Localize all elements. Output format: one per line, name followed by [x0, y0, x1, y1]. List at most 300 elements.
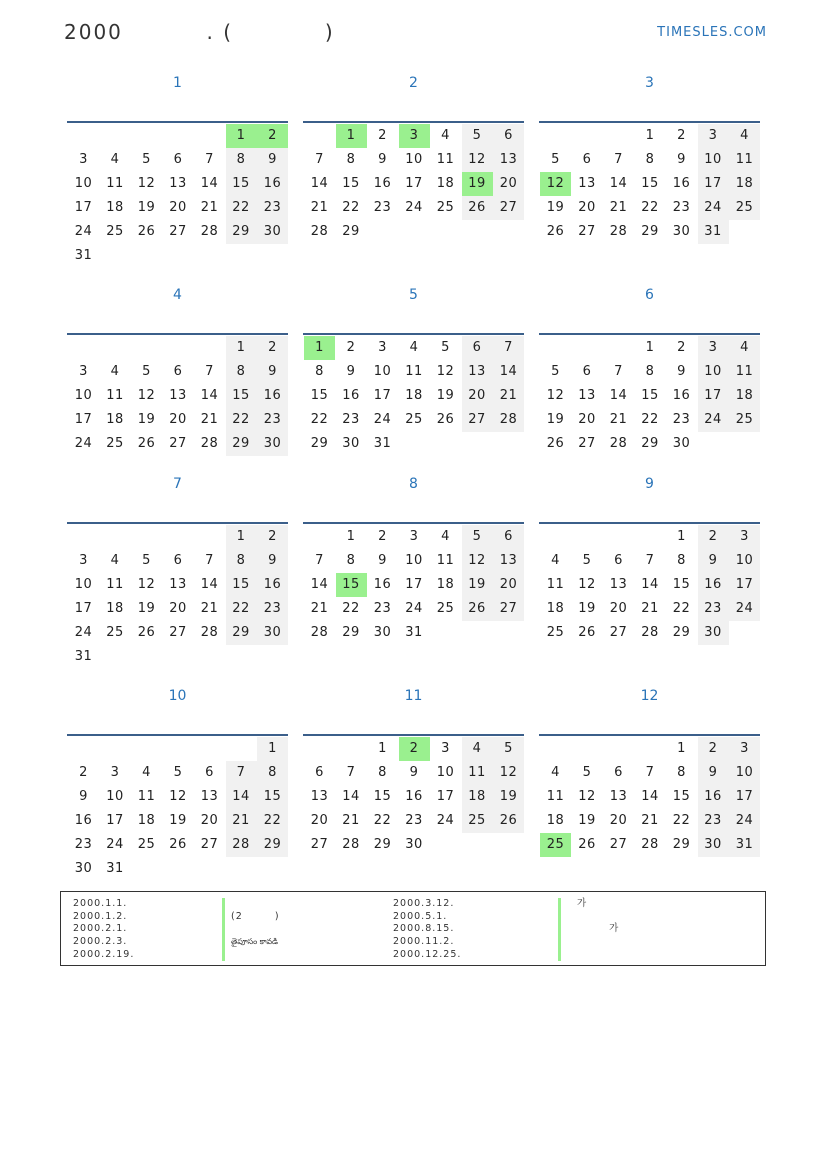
day-cell: 4: [441, 128, 450, 143]
brand-logo[interactable]: TIMESLES.COM: [657, 25, 767, 40]
day-cell: 5: [142, 152, 151, 167]
day-cell: 20: [169, 200, 187, 215]
legend-left-names: [231, 898, 280, 961]
day-cell: 3: [79, 553, 88, 568]
day-cell: 20: [609, 813, 628, 828]
day-cell: 18: [546, 813, 565, 828]
day-cell: 13: [200, 789, 219, 804]
day-cell: 24: [405, 601, 423, 616]
day-cell: 26: [137, 436, 156, 451]
day-cell: 31: [405, 625, 423, 640]
day-cell: 29: [226, 621, 257, 645]
legend-divider: [558, 898, 561, 961]
day-cell: 10: [698, 148, 729, 172]
day-cell: 13: [493, 549, 524, 573]
day-cell: 25: [540, 833, 571, 857]
day-cell: 14: [200, 577, 219, 592]
day-cell: 13: [609, 789, 628, 804]
day-cell: 5: [493, 737, 524, 761]
day-cell: 19: [546, 412, 565, 427]
day-cell: 21: [493, 384, 524, 408]
day-cell: 13: [169, 577, 187, 592]
day-cell: 23: [257, 597, 288, 621]
day-cell: 14: [641, 577, 659, 592]
day-cell: 12: [578, 577, 596, 592]
legend-name: తైపూసం కావడి: [231, 937, 278, 947]
day-cell: 9: [79, 789, 88, 804]
month-rule: [303, 522, 524, 524]
day-cell: 8: [226, 148, 257, 172]
day-cell: 11: [462, 761, 493, 785]
day-cell: 10: [373, 364, 392, 379]
day-cell: 11: [137, 789, 156, 804]
day-cell: 18: [405, 388, 423, 403]
day-cell: 30: [257, 621, 288, 645]
day-cell: 25: [729, 408, 760, 432]
day-cell: 5: [142, 553, 151, 568]
month-title: 5: [409, 287, 418, 303]
day-cell: 9: [257, 549, 288, 573]
day-cell: 26: [578, 837, 596, 852]
day-cell: 8: [226, 360, 257, 384]
day-cell: 29: [672, 625, 691, 640]
month-rule: [539, 121, 760, 123]
day-cell: 4: [729, 124, 760, 148]
day-cell: 14: [609, 176, 628, 191]
day-cell: 17: [698, 172, 729, 196]
day-cell: 21: [609, 200, 628, 215]
day-cell: 21: [310, 200, 329, 215]
month-title: 12: [640, 688, 659, 704]
day-cell: 2: [378, 529, 387, 544]
day-cell: 25: [106, 224, 124, 239]
day-cell: 4: [441, 529, 450, 544]
day-cell: 4: [409, 340, 419, 355]
day-cell: 24: [74, 224, 93, 239]
day-cell: 14: [310, 176, 329, 191]
month-rule: [303, 333, 524, 335]
day-cell: 24: [729, 597, 760, 621]
day-cell: 13: [310, 789, 329, 804]
day-cell: 25: [729, 196, 760, 220]
day-cell: 24: [74, 436, 93, 451]
day-cell: 13: [462, 360, 493, 384]
day-cell: 16: [698, 573, 729, 597]
day-cell: 21: [342, 813, 360, 828]
day-cell: 1: [226, 336, 257, 360]
day-cell: 31: [373, 436, 392, 451]
day-cell: 27: [169, 224, 187, 239]
day-cell: 29: [226, 432, 257, 456]
day-cell: 27: [609, 625, 628, 640]
month-rule: [67, 333, 288, 335]
month-rule: [303, 734, 524, 736]
day-cell: 7: [226, 761, 257, 785]
day-cell: 28: [641, 837, 659, 852]
day-cell: 21: [200, 601, 219, 616]
day-cell: 29: [672, 837, 691, 852]
day-cell: 21: [200, 412, 219, 427]
day-cell: 4: [551, 765, 560, 780]
day-cell: 19: [578, 601, 596, 616]
day-cell: 24: [405, 200, 423, 215]
legend-right-dates: [393, 898, 461, 961]
day-cell: 4: [462, 737, 493, 761]
day-cell: 20: [310, 813, 329, 828]
day-cell: 26: [436, 412, 455, 427]
day-cell: 5: [142, 364, 151, 379]
day-cell: 12: [462, 148, 493, 172]
day-cell: 15: [226, 573, 257, 597]
day-cell: 7: [205, 364, 214, 379]
day-cell: 27: [200, 837, 219, 852]
day-cell: 27: [578, 436, 596, 451]
day-cell: 1: [378, 741, 387, 756]
day-cell: 9: [409, 765, 419, 780]
day-cell: 27: [462, 408, 493, 432]
day-cell: 13: [493, 148, 524, 172]
day-cell: 24: [436, 813, 455, 828]
day-cell: 14: [493, 360, 524, 384]
day-cell: 14: [310, 577, 329, 592]
day-cell: 21: [226, 809, 257, 833]
legend-date: 2000.2.19.: [73, 948, 135, 960]
day-cell: 22: [641, 412, 659, 427]
day-cell: 17: [373, 388, 392, 403]
day-cell: 9: [677, 364, 686, 379]
day-cell: 17: [405, 176, 423, 191]
day-cell: 9: [257, 148, 288, 172]
day-cell: 27: [609, 837, 628, 852]
day-cell: 19: [137, 412, 156, 427]
day-cell: 5: [582, 765, 592, 780]
day-cell: 30: [672, 224, 691, 239]
day-cell: 16: [373, 577, 392, 592]
day-cell: 2: [677, 340, 686, 355]
legend-name: (2 ): [231, 910, 280, 922]
day-cell: 6: [173, 364, 183, 379]
day-cell: 3: [729, 525, 760, 549]
month-title: 3: [645, 75, 654, 91]
day-cell: 24: [106, 837, 124, 852]
day-cell: 2: [257, 124, 288, 148]
day-cell: 23: [257, 408, 288, 432]
day-cell: 18: [137, 813, 156, 828]
day-cell: 25: [106, 625, 124, 640]
day-cell: 19: [137, 601, 156, 616]
day-cell: 12: [462, 549, 493, 573]
day-cell: 19: [546, 200, 565, 215]
day-cell: 28: [641, 625, 659, 640]
day-cell: 5: [462, 525, 493, 549]
day-cell: 3: [399, 124, 430, 148]
day-cell: 2: [257, 336, 288, 360]
day-cell: 7: [315, 553, 324, 568]
month-title: 7: [173, 476, 182, 492]
day-cell: 31: [74, 649, 93, 664]
day-cell: 6: [614, 553, 623, 568]
day-cell: 8: [226, 549, 257, 573]
day-cell: 8: [346, 553, 356, 568]
day-cell: 23: [672, 412, 691, 427]
day-cell: 3: [378, 340, 387, 355]
day-cell: 10: [405, 152, 423, 167]
day-cell: 3: [79, 364, 88, 379]
day-cell: 27: [578, 224, 596, 239]
day-cell: 17: [436, 789, 455, 804]
day-cell: 31: [106, 861, 124, 876]
day-cell: 10: [74, 388, 93, 403]
day-cell: 19: [137, 200, 156, 215]
day-cell: 7: [315, 152, 324, 167]
day-cell: 26: [137, 224, 156, 239]
day-cell: 9: [346, 364, 356, 379]
day-cell: 25: [405, 412, 423, 427]
legend-date: 2000.11.2.: [393, 936, 455, 948]
day-cell: 25: [436, 601, 455, 616]
day-cell: 4: [551, 553, 560, 568]
day-cell: 30: [257, 432, 288, 456]
day-cell: 23: [373, 601, 392, 616]
day-cell: 23: [698, 809, 729, 833]
day-cell: 15: [342, 176, 360, 191]
day-cell: 15: [641, 176, 659, 191]
day-cell: 21: [200, 200, 219, 215]
day-cell: 8: [257, 761, 288, 785]
day-cell: 18: [106, 601, 124, 616]
day-cell: 7: [645, 765, 655, 780]
day-cell: 7: [645, 553, 655, 568]
day-cell: 3: [441, 741, 450, 756]
day-cell: 26: [137, 625, 156, 640]
day-cell: 18: [436, 176, 455, 191]
day-cell: 7: [614, 152, 623, 167]
day-cell: 19: [462, 573, 493, 597]
day-cell: 14: [641, 789, 659, 804]
month-title: 8: [409, 476, 418, 492]
day-cell: 2: [698, 737, 729, 761]
day-cell: 18: [729, 172, 760, 196]
legend-name: [231, 898, 280, 911]
day-cell: 3: [409, 529, 419, 544]
day-cell: 18: [729, 384, 760, 408]
day-cell: 8: [645, 364, 655, 379]
day-cell: 12: [137, 176, 156, 191]
day-cell: 6: [614, 765, 623, 780]
day-cell: 17: [74, 601, 93, 616]
day-cell: 8: [677, 765, 686, 780]
day-cell: 25: [546, 625, 565, 640]
day-cell: 21: [641, 601, 659, 616]
day-cell: 6: [582, 152, 592, 167]
day-cell: 11: [106, 388, 124, 403]
day-cell: 24: [698, 196, 729, 220]
day-cell: 20: [493, 573, 524, 597]
day-cell: 9: [378, 553, 387, 568]
month-rule: [539, 333, 760, 335]
day-cell: 29: [342, 224, 360, 239]
page-header: [0, 0, 827, 60]
day-cell: 23: [698, 597, 729, 621]
day-cell: 23: [405, 813, 423, 828]
month-title: 11: [404, 688, 423, 704]
day-cell: 27: [493, 196, 524, 220]
day-cell: 14: [342, 789, 360, 804]
day-cell: 17: [729, 785, 760, 809]
day-cell: 2: [257, 525, 288, 549]
month-rule: [67, 121, 288, 123]
day-cell: 26: [546, 224, 565, 239]
day-cell: 5: [462, 124, 493, 148]
day-cell: 9: [677, 152, 686, 167]
day-cell: 26: [578, 625, 596, 640]
day-cell: 7: [205, 553, 214, 568]
day-cell: 22: [226, 597, 257, 621]
day-cell: 25: [106, 436, 124, 451]
day-cell: 16: [405, 789, 423, 804]
day-cell: 11: [546, 577, 565, 592]
day-cell: 25: [436, 200, 455, 215]
day-cell: 11: [729, 360, 760, 384]
day-cell: 29: [310, 436, 329, 451]
day-cell: 20: [609, 601, 628, 616]
day-cell: 16: [257, 573, 288, 597]
legend-date: 2000.3.12.: [393, 898, 455, 909]
day-cell: 1: [645, 128, 655, 143]
day-cell: 29: [226, 220, 257, 244]
legend-date: 2000.1.2.: [73, 910, 128, 922]
day-cell: 6: [493, 525, 524, 549]
day-cell: 1: [336, 124, 367, 148]
day-cell: 31: [74, 248, 93, 263]
day-cell: 16: [698, 785, 729, 809]
day-cell: 15: [641, 388, 659, 403]
legend-name: 가: [577, 898, 588, 909]
day-cell: 27: [169, 436, 187, 451]
legend-name: 가: [577, 923, 620, 935]
day-cell: 23: [257, 196, 288, 220]
day-cell: 22: [672, 601, 691, 616]
day-cell: 22: [257, 809, 288, 833]
day-cell: 24: [373, 412, 392, 427]
day-cell: 19: [436, 388, 455, 403]
day-cell: 1: [677, 529, 686, 544]
month-title: 2: [409, 75, 418, 91]
day-cell: 21: [609, 412, 628, 427]
day-cell: 20: [578, 412, 596, 427]
day-cell: 14: [200, 388, 219, 403]
day-cell: 8: [378, 765, 387, 780]
day-cell: 12: [493, 761, 524, 785]
day-cell: 5: [582, 553, 592, 568]
legend-left-dates: [73, 898, 134, 961]
day-cell: 12: [169, 789, 187, 804]
day-cell: 18: [546, 601, 565, 616]
day-cell: 1: [226, 124, 257, 148]
day-cell: 16: [74, 813, 93, 828]
legend-date: 2000.1.1.: [73, 898, 128, 909]
day-cell: 29: [257, 833, 288, 857]
day-cell: 11: [405, 364, 423, 379]
day-cell: 15: [336, 573, 367, 597]
day-cell: 31: [698, 220, 729, 244]
day-cell: 19: [462, 172, 493, 196]
day-cell: 6: [582, 364, 592, 379]
day-cell: 22: [672, 813, 691, 828]
day-cell: 4: [142, 765, 151, 780]
day-cell: 31: [729, 833, 760, 857]
day-cell: 15: [672, 577, 691, 592]
day-cell: 17: [106, 813, 124, 828]
day-cell: 19: [169, 813, 187, 828]
day-cell: 18: [106, 200, 124, 215]
day-cell: 10: [74, 577, 93, 592]
legend-name: [231, 923, 280, 936]
day-cell: 28: [310, 625, 329, 640]
day-cell: 21: [310, 601, 329, 616]
day-cell: 12: [137, 388, 156, 403]
day-cell: 10: [436, 765, 455, 780]
day-cell: 26: [462, 597, 493, 621]
day-cell: 4: [110, 152, 120, 167]
day-cell: 5: [441, 340, 450, 355]
day-cell: 27: [169, 625, 187, 640]
day-cell: 25: [137, 837, 156, 852]
day-cell: 18: [436, 577, 455, 592]
day-cell: 24: [698, 408, 729, 432]
day-cell: 1: [677, 741, 686, 756]
day-cell: 17: [74, 200, 93, 215]
day-cell: 26: [546, 436, 565, 451]
day-cell: 8: [677, 553, 686, 568]
day-cell: 2: [677, 128, 686, 143]
day-cell: 20: [169, 601, 187, 616]
day-cell: 29: [641, 436, 659, 451]
day-cell: 28: [310, 224, 329, 239]
legend-right-names: [577, 898, 619, 961]
day-cell: 10: [74, 176, 93, 191]
day-cell: 23: [74, 837, 93, 852]
day-cell: 26: [169, 837, 187, 852]
day-cell: 28: [609, 436, 628, 451]
day-cell: 22: [373, 813, 392, 828]
day-cell: 5: [173, 765, 183, 780]
month-title: 10: [168, 688, 187, 704]
day-cell: 1: [645, 340, 655, 355]
day-cell: 6: [315, 765, 324, 780]
day-cell: 29: [641, 224, 659, 239]
month-rule: [67, 734, 288, 736]
day-cell: 2: [346, 340, 356, 355]
day-cell: 9: [378, 152, 387, 167]
month-rule: [303, 121, 524, 123]
day-cell: 13: [609, 577, 628, 592]
month-rule: [539, 522, 760, 524]
day-cell: 3: [79, 152, 88, 167]
day-cell: 22: [310, 412, 329, 427]
month-title: 4: [173, 287, 182, 303]
day-cell: 10: [729, 549, 760, 573]
day-cell: 1: [257, 737, 288, 761]
day-cell: 18: [462, 785, 493, 809]
day-cell: 16: [373, 176, 392, 191]
month-rule: [539, 734, 760, 736]
day-cell: 11: [546, 789, 565, 804]
day-cell: 10: [405, 553, 423, 568]
legend-divider: [222, 898, 225, 961]
day-cell: 6: [462, 336, 493, 360]
day-cell: 24: [729, 809, 760, 833]
